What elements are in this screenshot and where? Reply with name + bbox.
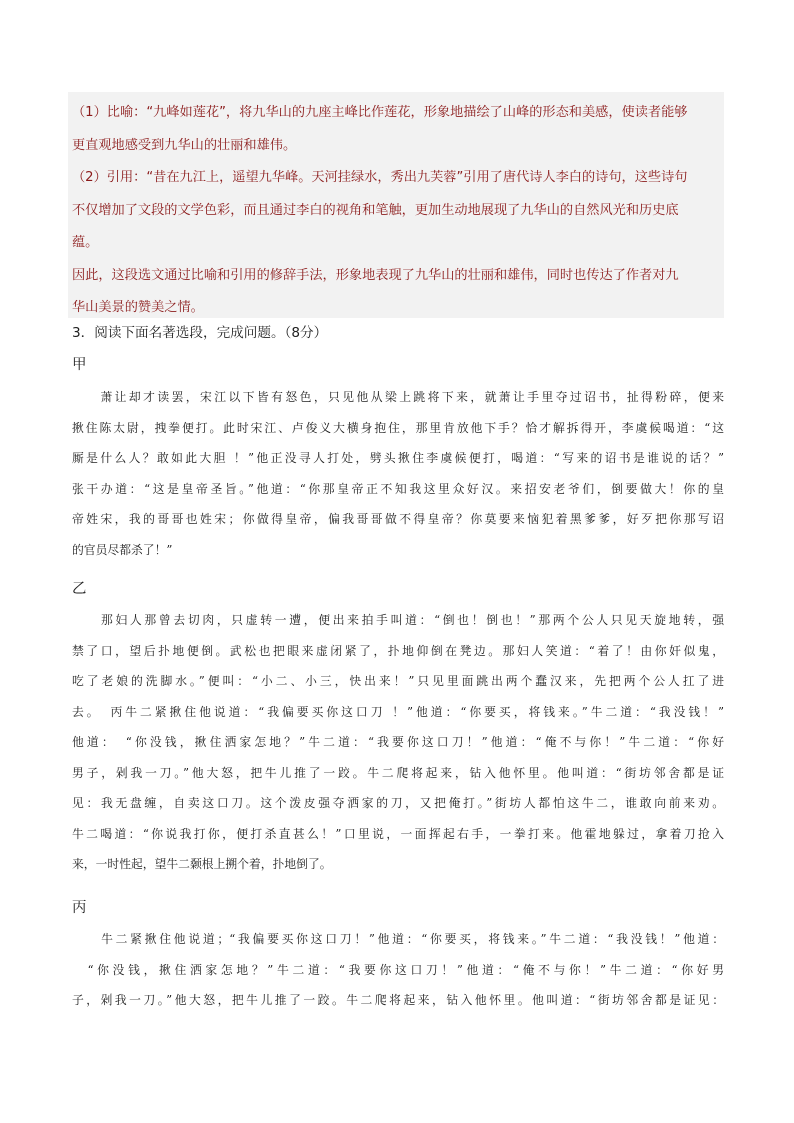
passage-line: 萧让却才读罢，宋江以下皆有怒色，只见他从梁上跳将下来，就萧让手里夺过诏书，扯得粉碎，便来 [72, 390, 724, 404]
passage-jia [72, 382, 724, 565]
question-title: 3．阅读下面名著选段，完成问题。（8分） [72, 325, 328, 341]
passage-line: 他道： “你没钱，揪住洒家怎地？”牛二道：“我要你这口刀！”他道：“俺不与你！”牛二道：“你好 [72, 735, 724, 749]
answer-line: 华山美景的赞美之情。 [72, 300, 204, 315]
passage-line: 禁了口，望后扑地便倒。武松也把眼来虚闭紧了，扑地仰倒在凳边。那妇人笑道：“着了！由你奸似鬼， [72, 643, 724, 658]
section-label-jia: 甲 [72, 357, 87, 373]
passage-line: 来，一时性起，望牛二颡根上搠个着，扑地倒了。 [72, 857, 332, 871]
answer-box [68, 92, 724, 318]
passage-line: 张干办道：“这是皇帝圣旨。”他道：“你那皇帝正不知我这里众好汉。来招安老爷们，倒要做大！你的皇 [72, 481, 724, 496]
answer-line: 不仅增加了文段的文学色彩，而且通过李白的视角和笔触，更加生动地展现了九华山的自然风光和历史底 [72, 202, 679, 218]
answer-line: 因此，这段选文通过比喻和引用的修辞手法，形象地表现了九华山的壮丽和雄伟，同时也传达了作者对九 [72, 267, 679, 283]
passage-line: 牛二紧揪住他说道；“我偏要买你这口刀！”他道：“你要买，将钱来。”牛二道：“我没钱！”他道： [72, 932, 724, 946]
passage-line: 吃了老娘的洗脚水。”便叫：“小二、小三，快出来！”只见里面跳出两个蠢汉来，先把两个公人扛了进 [72, 674, 724, 688]
passage-yi [72, 605, 724, 880]
passage-line: 见：我无盘缠，自卖这口刀。这个泼皮强夺洒家的刀，又把俺打。”街坊人都怕这牛二，谁敢向前来劝。 [72, 796, 724, 810]
passage-line: 牛二喝道：“你说我打你，便打杀直甚么！”口里说，一面挥起右手，一拳打来。他霍地躲过，拿着刀抢入 [72, 826, 724, 841]
passage-line: 那妇人那曾去切肉，只虚转一遭，便出来拍手叫道：“倒也！倒也！”那两个公人只见天旋地转，强 [72, 613, 724, 627]
passage-line: 男子，剁我一刀。”他大怒，把牛儿推了一跤。牛二爬将起来，钻入他怀里。他叫道：“街坊邻舍都是证 [72, 765, 724, 780]
passage-bing [72, 924, 724, 1016]
section-label-yi: 乙 [72, 581, 87, 597]
passage-line: 子，剁我一刀。”他大怒，把牛儿推了一跤。牛二爬将起来，钻入他怀里。他叫道：“街坊邻舍都是证见： [72, 993, 724, 1007]
passage-line: 的官员尽都杀了！” [72, 542, 173, 557]
answer-line: 蕴。 [72, 235, 99, 250]
answer-line: （2）引用：“昔在九江上，遥望九华峰。天河挂绿水，秀出九芙蓉”引用了唐代诗人李白的诗句，这些诗句 [72, 170, 688, 185]
passage-line: “你没钱，揪住洒家怎地？”牛二道：“我要你这口刀！”他道：“俺不与你！”牛二道：“你好男 [72, 962, 724, 977]
passage-line: 去。 丙牛二紧揪住他说道：“我偏要买你这口刀 ！”他道：“你要买，将钱来。”牛二道：“我没钱！” [72, 704, 724, 719]
answer-line: （1）比喻：“九峰如莲花”，将九华山的九座主峰比作莲花，形象地描绘了山峰的形态和美感，使读者能够 [72, 105, 688, 120]
answer-line: 更直观地感受到九华山的壮丽和雄伟。 [72, 137, 297, 153]
passage-line: 厮是什么人？敢如此大胆 ！”他正没寻人打处，劈头揪住李虞候便打，喝道：“写来的诏书是谁说的话？” [72, 451, 724, 465]
section-label-bing: 丙 [72, 900, 87, 916]
passage-line: 帝姓宋，我的哥哥也姓宋；你做得皇帝，偏我哥哥做不得皇帝？你莫要来恼犯着黑爹爹，好歹把你那写诏 [72, 512, 724, 526]
passage-line: 揪住陈太尉，拽拳便打。此时宋江、卢俊义大横身抱住，那里肯放他下手？恰才解拆得开，李虞候喝道：“这 [72, 420, 724, 435]
